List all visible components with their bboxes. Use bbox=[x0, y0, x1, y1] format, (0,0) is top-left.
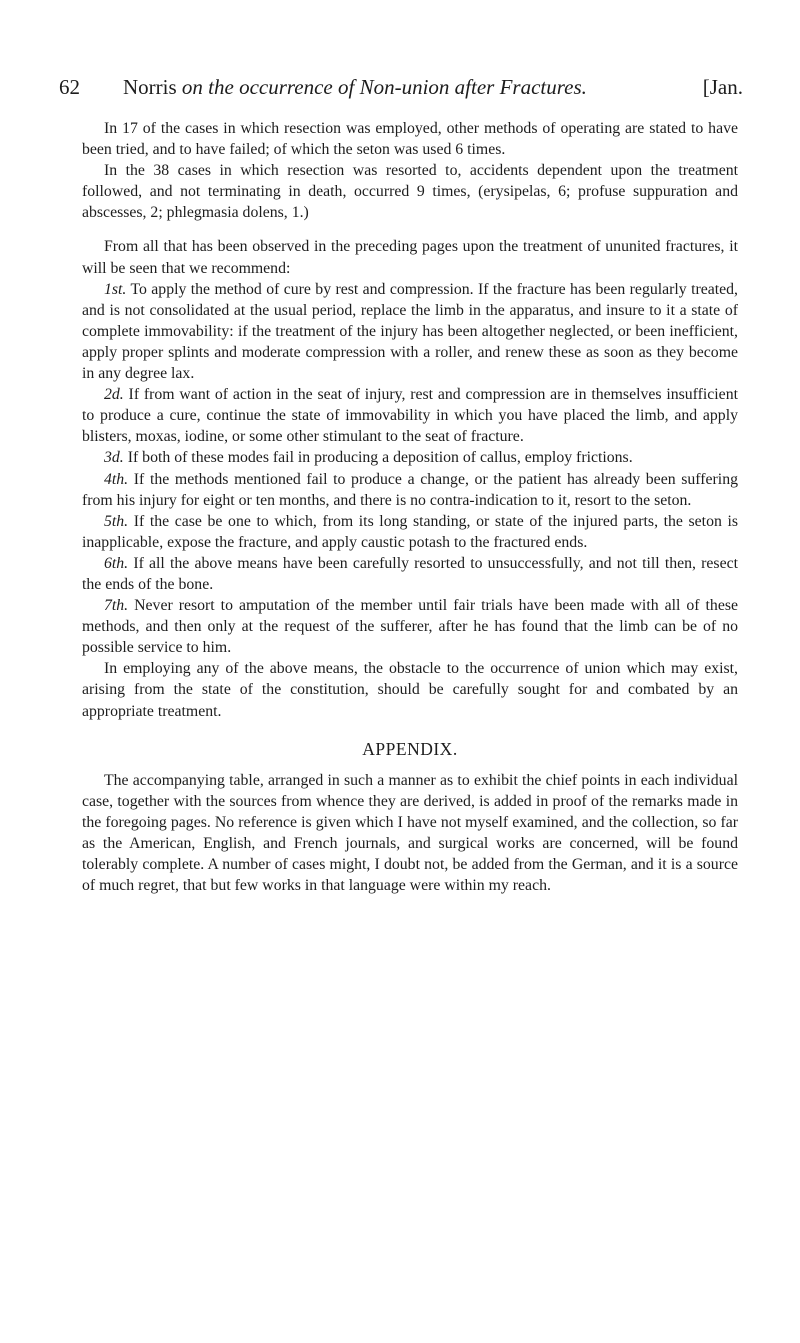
paragraph-recommend-2: 2d. If from want of action in the seat of injury, rest and compression are in themselves insufficient to produce a cure, continue the state of immovability in which you have placed the limb, and apply blisters, moxas, iodine, or some other stimulant to the seat of fracture. bbox=[82, 386, 738, 446]
paragraph-resection-accidents: In the 38 cases in which resection was resorted to, accidents dependent upon the treatment followed, and not terminating in death, occurred 9 times, (erysipelas, 6; profuse suppuration and abscesses, 2; phlegmasia dolens, 1.) bbox=[82, 162, 738, 222]
body-text bbox=[82, 118, 738, 896]
paragraph-recommend-5: 5th. If the case be one to which, from its long standing, or state of the injured parts, the seton is inapplicable, expose the fracture, and apply caustic potash to the fractured ends. bbox=[82, 512, 738, 551]
appendix-heading: APPENDIX. bbox=[362, 738, 458, 759]
running-title bbox=[123, 74, 587, 100]
author-name: Norris bbox=[123, 75, 177, 99]
paragraph-recommend-1: 1st. To apply the method of cure by rest and compression. If the fracture has been regularly treated, and is not consolidated at the usual period, replace the limb in the apparatus, and insure to it a state of complete immovability: if the treatment of the injury has been altogether neglected, or been inefficient, apply proper splints and moderate compression with a roller, and renew these as soon as they become in any degree lax. bbox=[82, 280, 738, 383]
article-title: on the occurrence of Non-union after Fractures. bbox=[181, 75, 587, 99]
page-number: 62 bbox=[59, 75, 80, 99]
paragraph-recommend-3: 3d. If both of these modes fail in producing a deposition of callus, employ frictions. bbox=[104, 449, 633, 467]
paragraph-recommend-7: 7th. Never resort to amputation of the member until fair trials have been made with all of these methods, and then only at the request of the sufferer, after he has found that the limb can be of no possible service to him. bbox=[82, 597, 738, 657]
paragraph-appendix: The accompanying table, arranged in such a manner as to exhibit the chief points in each individual case, together with the sources from whence they are derived, is added in proof of the remarks made in the foregoing pages. No reference is given which I have not myself examined, and the collection, so far as the American, English, and French journals, and surgical works are concerned, will be found tolerably complete. A number of cases might, I doubt not, be added from the German, and it is a source of much regret, that but few works in that language were within my reach. bbox=[82, 771, 738, 895]
issue-date: [Jan. bbox=[702, 75, 743, 99]
paragraph-constitution: In employing any of the above means, the obstacle to the occurrence of union which may exist, arising from the state of the constitution, should be carefully sought for and combated by an appropriate treatment. bbox=[82, 660, 738, 720]
paragraph-recommend-4: 4th. If the methods mentioned fail to produce a change, or the patient has already been suffering from his injury for eight or ten months, and there is no contra-indication to it, resort to the seton. bbox=[82, 470, 738, 509]
paragraph-recommend-intro: From all that has been observed in the preceding pages upon the treatment of ununited fractures, it will be seen that we recommend: bbox=[82, 238, 738, 277]
paragraph-recommend-6: 6th. If all the above means have been carefully resorted to unsuccessfully, and not till then, resect the ends of the bone. bbox=[82, 554, 738, 593]
paragraph-resection-methods: In 17 of the cases in which resection was employed, other methods of operating are stated to have been tried, and to have failed; of which the seton was used 6 times. bbox=[82, 120, 738, 159]
